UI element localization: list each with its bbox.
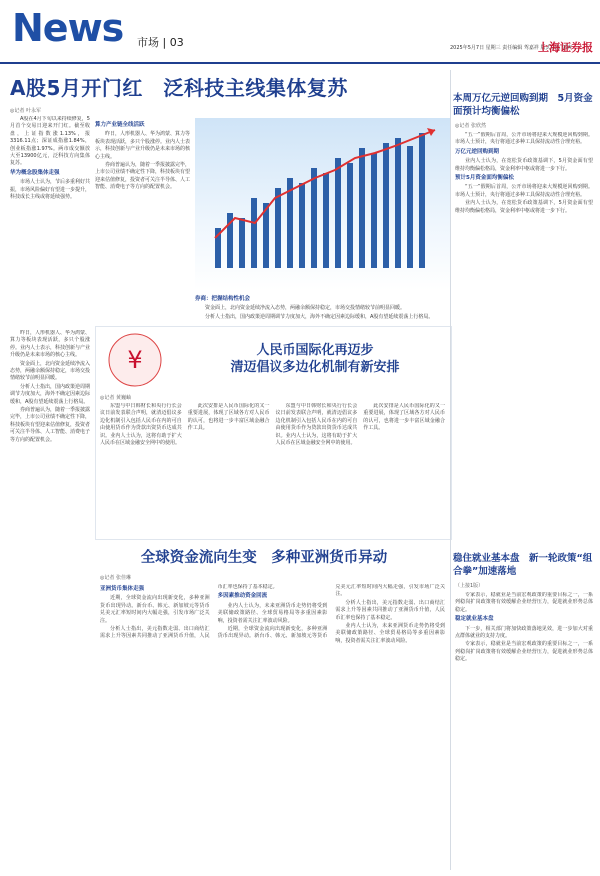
- right-bottom-paragraph: 专家表示，稳就业是当前宏观政策的重要目标之一，一系列稳岗扩岗政策将有效缓解企业经营压力，促进就业形势总体稳定。: [455, 641, 593, 663]
- main-subhead: 券商：把握结构性机会: [195, 296, 251, 302]
- svg-text:¥: ¥: [127, 346, 143, 374]
- feature-paragraph: 此次安排是人民币国际化的又一重要进展，体现了区域各方对人民币的认可，也将进一步丰富区域金融合作工具。: [187, 403, 270, 432]
- feature-paragraph: 此次安排是人民币国际化的又一重要进展，体现了区域各方对人民币的认可，也将进一步丰富区域金融合作工具。: [363, 403, 445, 432]
- feature-headline: [170, 342, 460, 376]
- feature-headline-line2: 清迈倡议多边化机制有新安排: [230, 360, 400, 375]
- right-top-paragraph: “五一”假期后首周，公开市场将迎来大规模逆回购到期。市场人士预计，央行将通过多种工具保持流动性合理充裕。: [455, 132, 593, 146]
- main-article-column-mid: [95, 120, 190, 325]
- right-top-headline: 本周万亿元逆回购到期 5月资金面预计均衡偏松: [453, 93, 593, 117]
- right-top-body: [455, 132, 593, 544]
- feature-article-body: [100, 403, 445, 533]
- right-top-paragraph: 业内人士认为，在宽松货币政策基调下，5月资金面有望维持均衡偏松格局，资金利率中枢或将进一步下行。: [455, 158, 593, 172]
- feature-paragraph: 东盟与中日韩财长和央行行长会议日前发表联合声明，就清迈倡议多边化机制引入包括人民币在内的可自由使用货币作为贷款出资货币达成共识。业内人士认为，这将有助于扩大人民币在区域金融安全网中的使用。: [100, 403, 182, 447]
- main-headline: A股5月开门红 泛科技主线集体复苏: [10, 76, 348, 100]
- main-paragraph: A股在4月下旬以来持续修复，5月首个交易日迎来开门红。截至收盘，上证指数涨1.13%，报3316.11点；深证成指涨1.84%，创业板指涨1.97%。两市成交额放大至13900亿元，泛科技方向集体复苏。: [10, 116, 90, 167]
- main-byline: ◎记者 叶永军: [10, 108, 41, 114]
- right-top-subhead: 万亿元逆回购到期: [455, 148, 500, 155]
- main-subhead: 算力产业链全线活跃: [95, 122, 145, 128]
- market-chart-image: [195, 118, 450, 290]
- lower-byline: ◎记者 张佳琳: [100, 575, 131, 581]
- rmb-globe-graphic: [100, 330, 170, 390]
- lower-subhead: 亚洲货币集体走强: [100, 586, 145, 592]
- news-wordmark: News: [12, 6, 124, 50]
- main-article-column-right: [195, 294, 450, 324]
- lower-paragraph: 业内人士认为，未来亚洲货币走势仍将受到美联储政策路径、全球贸易格局等多重因素影响，投资者需关注汇率波动风险。: [217, 602, 328, 624]
- lower-subhead: 多因素推动资金回流: [217, 593, 268, 600]
- bar-chart-graphic: [195, 118, 450, 290]
- main-article-column-left: [10, 116, 90, 326]
- main-paragraph: 资金面上，北向资金延续净流入态势，两融余额保持稳定，市场交投情绪较节前明显回暖。: [10, 360, 90, 382]
- lower-article-body: [100, 584, 445, 870]
- column-divider: [450, 70, 451, 870]
- main-paragraph: 资金面上，北向资金延续净流入态势，两融余额保持稳定，市场交投情绪较节前明显回暖。: [205, 305, 406, 312]
- lower-paragraph: 近期，全球资金流向出现新变化，多种亚洲货币出现异动。新台币、韩元、新加坡元等货币兑美元汇率短时间内大幅走强，引发市场广泛关注。: [217, 584, 445, 640]
- main-paragraph: 分析人士指出，国内政策逆周期调节力度加大，海外不确定因素边际缓和，A股有望延续震荡上行格局。: [10, 383, 90, 405]
- lower-headline: 全球资金流向生变 多种亚洲货币异动: [140, 550, 388, 566]
- right-top-subhead: 预计5月资金面均衡偏松: [455, 175, 514, 182]
- feature-byline: ◎记者 黄巍岫: [100, 395, 131, 401]
- main-paragraph: 市场人士认为，节后多重利好共振，市场风险偏好有望进一步提升，科技成长主线或将延续强势。: [10, 179, 90, 201]
- lower-paragraph: 近期，全球资金流向出现新变化，多种亚洲货币出现异动。新台币、韩元、新加坡元等货币兑美元汇率短时间内大幅走强，引发市场广泛关注。: [100, 595, 210, 624]
- header-meta: 2025年5月7日 星期三 责任编辑 驾嘉祥 版式总监 郭爽: [450, 45, 573, 51]
- paper-logo: 上海证券报: [538, 41, 593, 54]
- right-top-byline: ◎记者 张欣然: [455, 123, 486, 129]
- main-paragraph: 昨日，人形机器人、华为鸿蒙、算力等板块表现活跃，多只个股涨停。业内人士表示，科技创新与产业升级仍是未来市场的核心主线。: [10, 330, 90, 359]
- right-bottom-paragraph: 下一步，相关部门将加快政策落地见效，进一步加大对重点群体就业的支持力度。: [455, 625, 593, 640]
- right-bottom-byline: （上接1版）: [455, 583, 484, 589]
- right-bottom-headline: 稳住就业基本盘 新一轮政策“组合拳”加速落地: [453, 553, 593, 577]
- main-article-continuation: [10, 330, 90, 870]
- right-bottom-subhead: 稳定就业基本盘: [455, 616, 494, 623]
- right-bottom-body: [455, 592, 593, 870]
- feature-paragraph: 东盟与中日韩财长和央行行长会议日前发表联合声明，就清迈倡议多边化机制引入包括人民币在内的可自由使用货币作为贷款出资货币达成共识。业内人士认为，这将有助于扩大人民币在区域金融安全网中的使用。: [275, 403, 358, 447]
- main-paragraph: 券商普遍认为，随着一季报披露完毕，上市公司业绩不确定性下降，科技板块有望迎来估值修复，投资者可关注半导体、人工智能、消费电子等方向的配置机会。: [95, 162, 190, 191]
- main-subhead: 华为概念股集体走强: [10, 169, 60, 176]
- lower-paragraph: 分析人士指出，美元指数走弱、出口商结汇需求上升等因素共同推动了亚洲货币升值，人民币汇率也保持了基本稳定。: [335, 599, 445, 621]
- lower-paragraph: 业内人士认为，未来亚洲货币走势仍将受到美联储政策路径、全球贸易格局等多重因素影响，投资者需关注汇率波动风险。: [335, 623, 445, 644]
- right-top-paragraph: “五一”假期后首周，公开市场将迎来大规模逆回购到期。市场人士预计，央行将通过多种工具保持流动性合理充裕。: [455, 184, 593, 198]
- section-label: 市场 | 03: [137, 36, 184, 49]
- right-bottom-paragraph: 专家表示，稳就业是当前宏观政策的重要目标之一，一系列稳岗扩岗政策将有效缓解企业经营压力，促进就业形势总体稳定。: [455, 592, 593, 613]
- masthead: [0, 0, 600, 64]
- right-top-paragraph: 业内人士认为，在宽松货币政策基调下，5月资金面有望维持均衡偏松格局，资金利率中枢或将进一步下行。: [455, 200, 593, 214]
- feature-headline-line1: 人民币国际化再迈步: [256, 343, 374, 358]
- main-paragraph: 昨日，人形机器人、华为鸿蒙、算力等板块表现活跃，多只个股涨停。业内人士表示，科技创新与产业升级仍是未来市场的核心主线。: [95, 131, 190, 160]
- main-paragraph: 分析人士指出，国内政策逆周期调节力度加大，海外不确定因素边际缓和，A股有望延续震荡上行格局。: [205, 313, 434, 320]
- main-paragraph: 券商普遍认为，随着一季报披露完毕，上市公司业绩不确定性下降，科技板块有望迎来估值修复，投资者可关注半导体、人工智能、消费电子等方向的配置机会。: [10, 407, 90, 443]
- lower-paragraph: 分析人士指出，美元指数走弱、出口商结汇需求上升等因素共同推动了亚洲货币升值，人民币汇率也保持了基本稳定。: [100, 584, 278, 640]
